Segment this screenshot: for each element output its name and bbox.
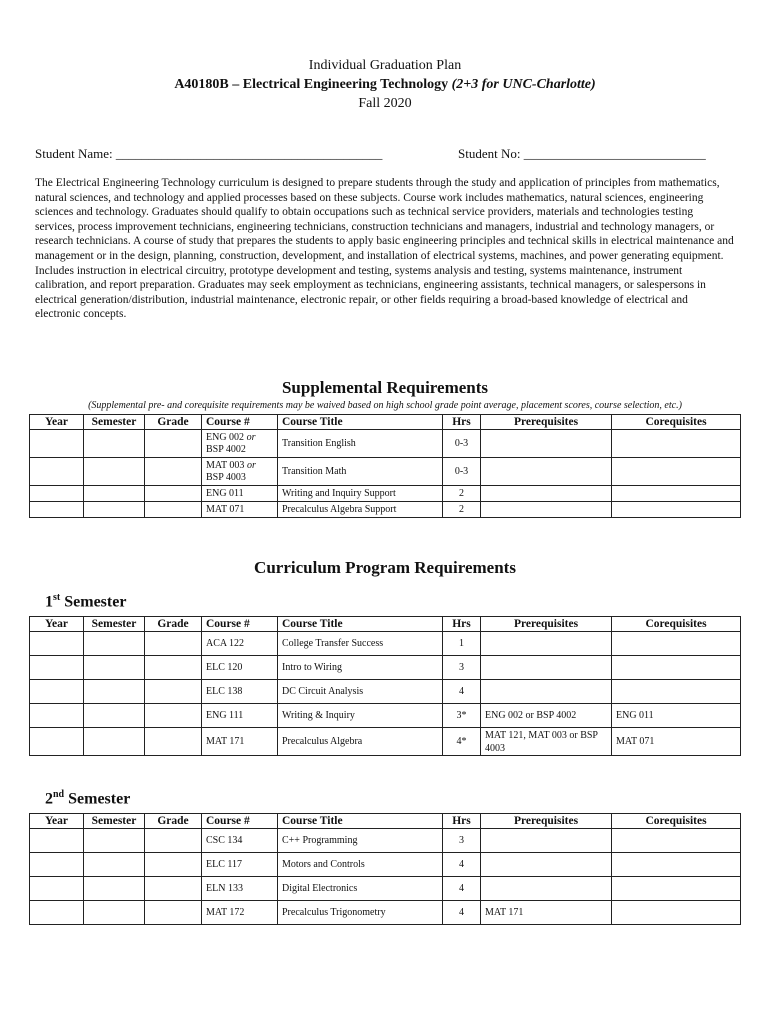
semester-cell[interactable] <box>84 704 145 728</box>
program-requirements-title: Curriculum Program Requirements <box>254 558 516 577</box>
coreq-cell <box>612 458 741 486</box>
prereq-cell: MAT 171 <box>481 901 612 925</box>
semester-1-table <box>29 616 741 756</box>
table-row <box>30 853 741 877</box>
semester-cell[interactable] <box>84 486 145 502</box>
hrs-cell: 3* <box>443 704 481 728</box>
coreq-cell <box>612 829 741 853</box>
col-course: Course # <box>202 814 278 829</box>
supplemental-note: (Supplemental pre- and corequisite requirements may be waived based on high school grade point average, placement scores, course selection, etc.) <box>88 400 682 411</box>
prereq-cell <box>481 458 612 486</box>
prereq-cell <box>481 680 612 704</box>
col-semester: Semester <box>84 415 145 430</box>
semester-cell[interactable] <box>84 430 145 458</box>
col-coreq: Corequisites <box>612 415 741 430</box>
title-cell: Transition Math <box>278 458 443 486</box>
semester-cell[interactable] <box>84 853 145 877</box>
hrs-cell: 2 <box>443 486 481 502</box>
table-row <box>30 680 741 704</box>
student-no-group <box>458 146 706 162</box>
term: Fall 2020 <box>358 96 412 111</box>
grade-cell[interactable] <box>145 901 202 925</box>
coreq-cell <box>612 632 741 656</box>
title-cell: Precalculus Algebra Support <box>278 502 443 518</box>
hrs-cell: 4 <box>443 901 481 925</box>
col-semester: Semester <box>84 814 145 829</box>
table-header <box>30 617 741 632</box>
year-cell[interactable] <box>30 430 84 458</box>
hrs-cell: 3 <box>443 829 481 853</box>
col-year: Year <box>30 617 84 632</box>
prereq-cell <box>481 877 612 901</box>
course-cell: MAT 071 <box>202 502 278 518</box>
grade-cell[interactable] <box>145 877 202 901</box>
col-prereq: Prerequisites <box>481 814 612 829</box>
student-info <box>35 146 735 162</box>
semester-cell[interactable] <box>84 901 145 925</box>
grade-cell[interactable] <box>145 680 202 704</box>
year-cell[interactable] <box>30 853 84 877</box>
title-cell: C++ Programming <box>278 829 443 853</box>
title-cell: College Transfer Success <box>278 632 443 656</box>
col-title: Course Title <box>278 814 443 829</box>
hrs-cell: 4* <box>443 728 481 756</box>
course-cell: ENG 111 <box>202 704 278 728</box>
supplemental-title: Supplemental Requirements <box>281 378 489 397</box>
grade-cell[interactable] <box>145 458 202 486</box>
year-cell[interactable] <box>30 458 84 486</box>
col-coreq: Corequisites <box>612 617 741 632</box>
course-cell: ELC 138 <box>202 680 278 704</box>
grade-cell[interactable] <box>145 704 202 728</box>
grade-cell[interactable] <box>145 829 202 853</box>
course-cell: CSC 134 <box>202 829 278 853</box>
grade-cell[interactable] <box>145 486 202 502</box>
year-cell[interactable] <box>30 704 84 728</box>
title-cell: Precalculus Trigonometry <box>278 901 443 925</box>
year-cell[interactable] <box>30 901 84 925</box>
prereq-cell <box>481 853 612 877</box>
table-row <box>30 901 741 925</box>
year-cell[interactable] <box>30 829 84 853</box>
col-prereq: Prerequisites <box>481 617 612 632</box>
course-cell: MAT 172 <box>202 901 278 925</box>
course-cell: ELC 120 <box>202 656 278 680</box>
prereq-cell <box>481 632 612 656</box>
course-cell: ACA 122 <box>202 632 278 656</box>
col-coreq: Corequisites <box>612 814 741 829</box>
table-row <box>30 458 741 486</box>
semester-cell[interactable] <box>84 877 145 901</box>
coreq-cell <box>612 486 741 502</box>
table-row <box>30 704 741 728</box>
col-hrs: Hrs <box>443 617 481 632</box>
course-cell: ENG 002 or BSP 4002 <box>202 430 278 458</box>
semester-cell[interactable] <box>84 632 145 656</box>
prereq-cell <box>481 502 612 518</box>
col-grade: Grade <box>145 617 202 632</box>
table-header <box>30 415 741 430</box>
table-row <box>30 829 741 853</box>
year-cell[interactable] <box>30 632 84 656</box>
grade-cell[interactable] <box>145 430 202 458</box>
table-row <box>30 656 741 680</box>
semester-cell[interactable] <box>84 502 145 518</box>
semester-cell[interactable] <box>84 829 145 853</box>
col-year: Year <box>30 814 84 829</box>
course-cell: MAT 171 <box>202 728 278 756</box>
year-cell[interactable] <box>30 877 84 901</box>
table-row <box>30 632 741 656</box>
hrs-cell: 0-3 <box>443 430 481 458</box>
semester-2-table <box>29 813 741 925</box>
table-row <box>30 877 741 901</box>
grade-cell[interactable] <box>145 728 202 756</box>
year-cell[interactable] <box>30 486 84 502</box>
semester-cell[interactable] <box>84 728 145 756</box>
prereq-cell <box>481 486 612 502</box>
program-description: The Electrical Engineering Technology curriculum is designed to prepare students through the study and application of principles from mathematics, natural sciences, and technology and applied processes based on these subjects. Course work includes mathematics, natural sciences, engineering sciences and technology. Graduates should qualify to obtain occupations such as technical service providers, materials and technologies testing services, process improvement technicians, engineering technicians, construction technicians and managers, industrial and technology managers, or research technicians. A course of study that prepares the students to apply basic engineering principles and technical skills in electrical maintenance and management or in the design, planning, construction, development, and installation of electrical systems, machines, and power generating equipment. Includes instruction in electrical circuitry, prototype development and testing, systems analysis and testing, systems maintenance, instrument calibration, and report preparation. Graduates may seek employment as technicians, engineering assistants, technical managers, or salespersons in electrical generation/distribution, industrial maintenance, electronic repair, or other fields requiring a broad-based knowledge of electrical and electronic concepts. <box>35 177 734 321</box>
coreq-cell <box>612 680 741 704</box>
year-cell[interactable] <box>30 656 84 680</box>
year-cell[interactable] <box>30 728 84 756</box>
grade-cell[interactable] <box>145 632 202 656</box>
title-cell: Transition English <box>278 430 443 458</box>
program-transfer: (2+3 for UNC-Charlotte) <box>451 77 596 92</box>
course-cell: MAT 003 or BSP 4003 <box>202 458 278 486</box>
doc-title: Individual Graduation Plan <box>308 58 462 73</box>
coreq-cell <box>612 853 741 877</box>
semester-cell[interactable] <box>84 656 145 680</box>
table-row <box>30 486 741 502</box>
hrs-cell: 4 <box>443 877 481 901</box>
coreq-cell <box>612 656 741 680</box>
hrs-cell: 2 <box>443 502 481 518</box>
student-no-label: Student No: <box>458 146 521 161</box>
prereq-cell: MAT 121, MAT 003 or BSP 4003 <box>481 728 612 756</box>
table-row <box>30 430 741 458</box>
col-hrs: Hrs <box>443 814 481 829</box>
course-cell: ELC 117 <box>202 853 278 877</box>
student-no-field[interactable]: ____________________________ <box>523 146 706 161</box>
hrs-cell: 4 <box>443 680 481 704</box>
title-cell: Digital Electronics <box>278 877 443 901</box>
hrs-cell: 3 <box>443 656 481 680</box>
col-grade: Grade <box>145 814 202 829</box>
grade-cell[interactable] <box>145 656 202 680</box>
supplemental-table <box>29 414 741 518</box>
col-semester: Semester <box>84 617 145 632</box>
title-cell: Intro to Wiring <box>278 656 443 680</box>
hrs-cell: 1 <box>443 632 481 656</box>
title-cell: Writing and Inquiry Support <box>278 486 443 502</box>
program-title <box>0 75 770 94</box>
hrs-cell: 0-3 <box>443 458 481 486</box>
col-grade: Grade <box>145 415 202 430</box>
col-title: Course Title <box>278 415 443 430</box>
title-cell: DC Circuit Analysis <box>278 680 443 704</box>
title-cell: Precalculus Algebra <box>278 728 443 756</box>
col-prereq: Prerequisites <box>481 415 612 430</box>
semester-cell[interactable] <box>84 680 145 704</box>
semester-1-title: 1st Semester <box>45 592 127 611</box>
prereq-cell: ENG 002 or BSP 4002 <box>481 704 612 728</box>
col-course: Course # <box>202 415 278 430</box>
prereq-cell <box>481 829 612 853</box>
col-year: Year <box>30 415 84 430</box>
col-title: Course Title <box>278 617 443 632</box>
course-cell: ENG 011 <box>202 486 278 502</box>
course-cell: ELN 133 <box>202 877 278 901</box>
program-code: A40180B – Electrical Engineering Technology <box>174 77 449 92</box>
document-header <box>0 56 770 113</box>
coreq-cell <box>612 877 741 901</box>
coreq-cell <box>612 430 741 458</box>
semester-cell[interactable] <box>84 458 145 486</box>
table-header <box>30 814 741 829</box>
semester-2-title: 2nd Semester <box>45 789 131 808</box>
year-cell[interactable] <box>30 680 84 704</box>
grade-cell[interactable] <box>145 853 202 877</box>
year-cell[interactable] <box>30 502 84 518</box>
col-course: Course # <box>202 617 278 632</box>
hrs-cell: 4 <box>443 853 481 877</box>
coreq-cell: ENG 011 <box>612 704 741 728</box>
table-row <box>30 502 741 518</box>
student-name-field[interactable]: _________________________________________ <box>115 146 383 161</box>
grade-cell[interactable] <box>145 502 202 518</box>
col-hrs: Hrs <box>443 415 481 430</box>
prereq-cell <box>481 656 612 680</box>
prereq-cell <box>481 430 612 458</box>
coreq-cell <box>612 502 741 518</box>
title-cell: Motors and Controls <box>278 853 443 877</box>
coreq-cell <box>612 901 741 925</box>
coreq-cell: MAT 071 <box>612 728 741 756</box>
title-cell: Writing & Inquiry <box>278 704 443 728</box>
student-name-label: Student Name: <box>35 146 113 161</box>
table-row <box>30 728 741 756</box>
